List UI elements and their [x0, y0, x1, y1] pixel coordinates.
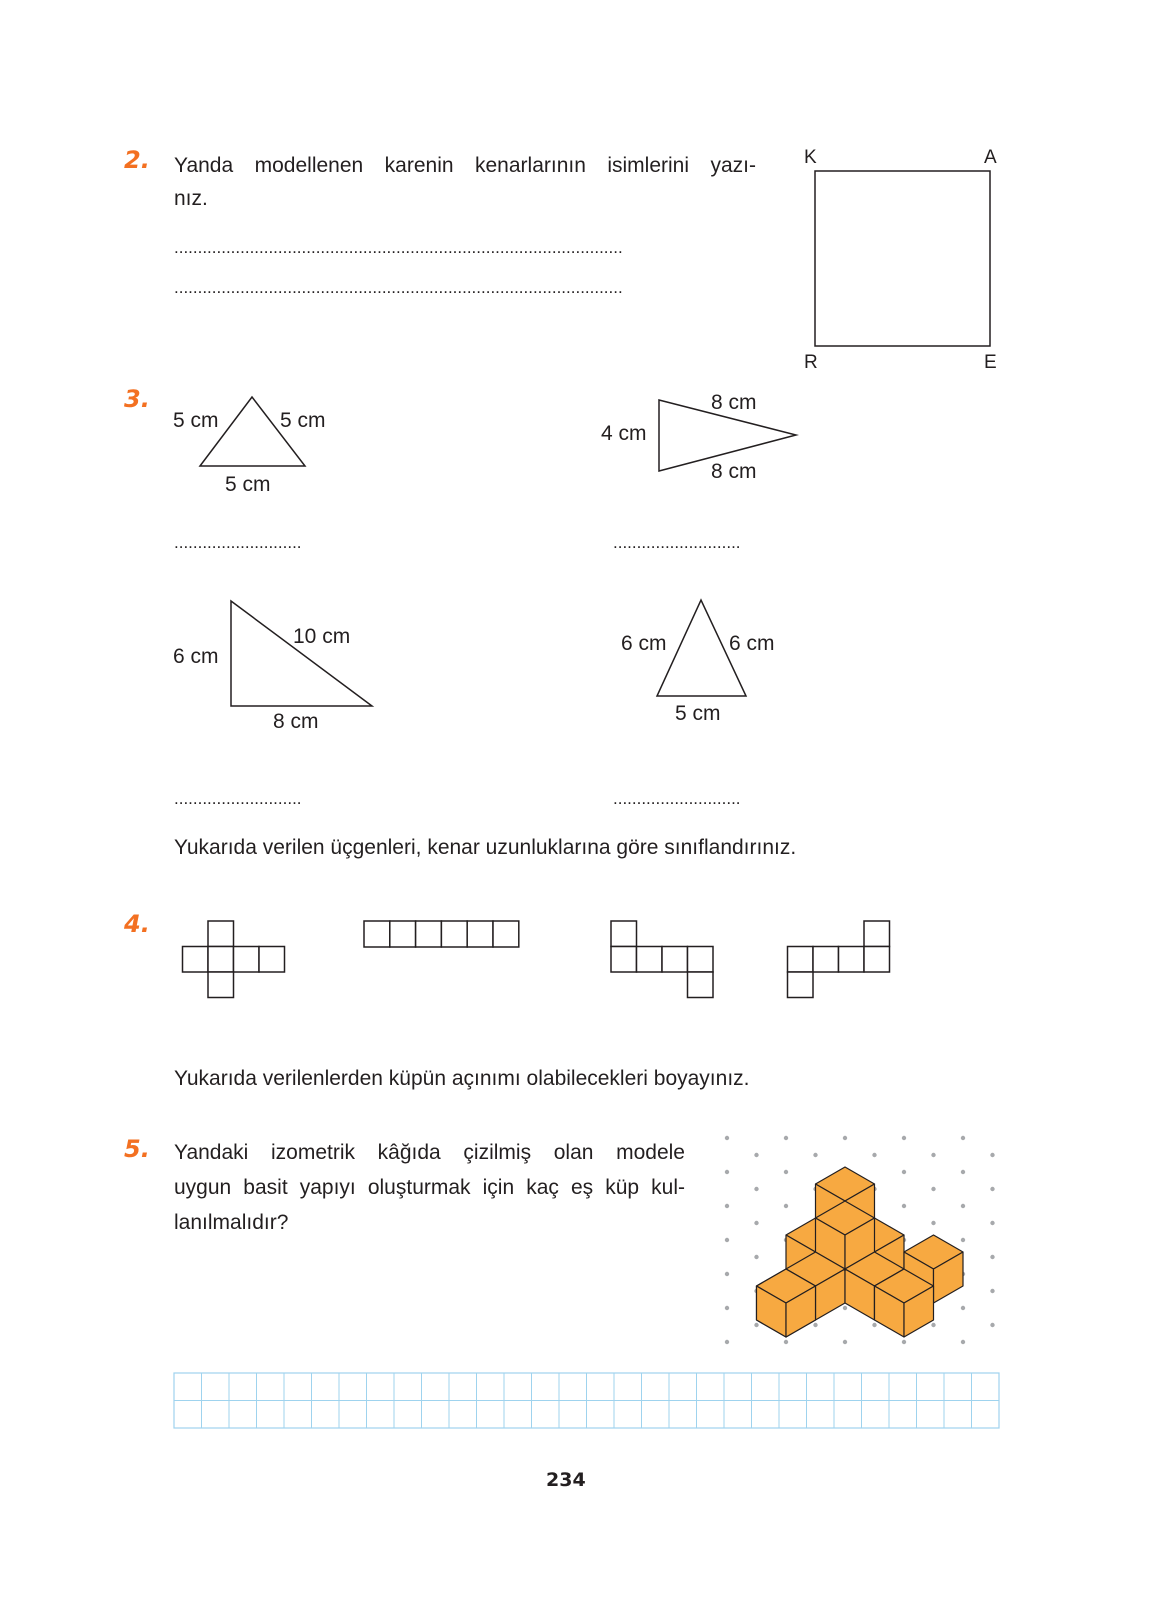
t2-answer[interactable]: ........................... [613, 533, 741, 552]
t1-bottom-label: 5 cm [225, 473, 271, 496]
t1-answer[interactable]: ........................... [174, 533, 302, 552]
t4-bottom-label: 5 cm [675, 702, 721, 725]
question-5-text-line1: Yandaki izometrik kâğıda çizilmiş olan modele [174, 1141, 685, 1164]
question-2-text-line2: nız. [174, 187, 208, 210]
question-2-answer-line-1[interactable]: ............................................................................................... [174, 238, 623, 257]
t1-right-label: 5 cm [280, 409, 326, 432]
square-label-r: R [804, 352, 818, 373]
t3-answer[interactable]: ........................... [174, 789, 302, 808]
question-3-number: 3. [124, 385, 150, 413]
t2-bottom-label: 8 cm [711, 460, 757, 483]
t4-right-label: 6 cm [729, 632, 775, 655]
question-5-number: 5. [124, 1135, 150, 1163]
square-label-k: K [804, 147, 817, 168]
question-2-text-line1: Yanda modellenen karenin kenarlarının isimlerini yazı- [174, 154, 756, 177]
page-number: 234 [546, 1469, 586, 1491]
t2-left-label: 4 cm [601, 422, 647, 445]
t3-bottom-label: 8 cm [273, 710, 319, 733]
t2-top-label: 8 cm [711, 391, 757, 414]
square-label-a: A [984, 147, 997, 168]
square-label-e: E [984, 352, 997, 373]
t4-left-label: 6 cm [621, 632, 667, 655]
question-4-number: 4. [124, 910, 150, 938]
question-5-text-line2: uygun basit yapıyı oluşturmak için kaç eş küp kul- [174, 1176, 685, 1199]
t3-hyp-label: 10 cm [293, 625, 351, 648]
question-2-answer-line-2[interactable]: ............................................................................................... [174, 278, 623, 297]
question-2-number: 2. [124, 146, 150, 174]
t4-answer[interactable]: ........................... [613, 789, 741, 808]
t1-left-label: 5 cm [173, 409, 219, 432]
question-4-instruction: Yukarıda verilenlerden küpün açınımı olabilecekleri boyayınız. [174, 1067, 750, 1090]
question-3-instruction: Yukarıda verilen üçgenleri, kenar uzunluklarına göre sınıflandırınız. [174, 836, 797, 859]
t3-left-label: 6 cm [173, 645, 219, 668]
question-5-text-line3: lanılmalıdır? [174, 1211, 289, 1234]
